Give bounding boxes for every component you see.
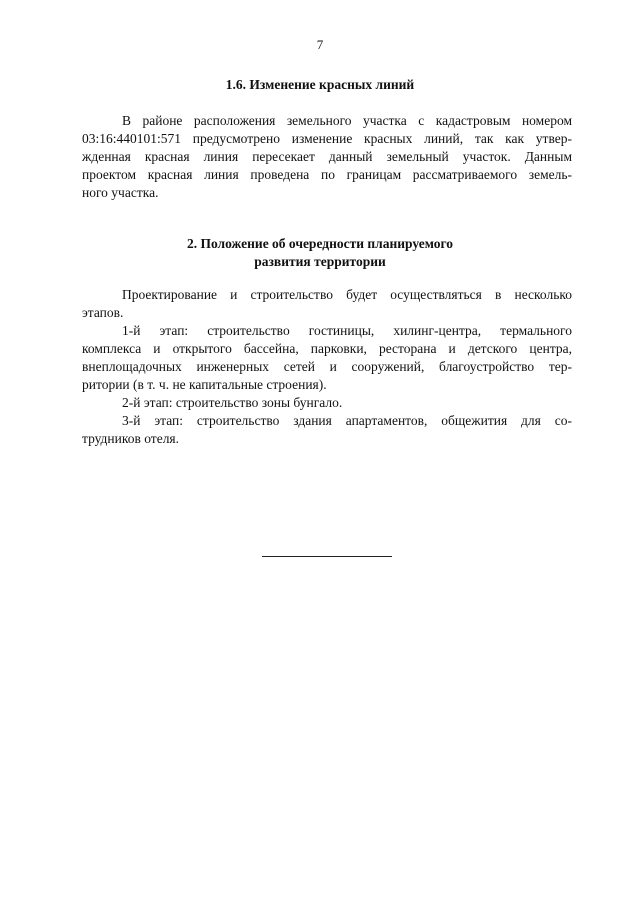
end-separator-line bbox=[262, 556, 392, 557]
section-1-title bbox=[0, 76, 640, 94]
section-2-title bbox=[0, 235, 640, 271]
paragraph-line: проектом красная линия проведена по границам рассматриваемого земель- bbox=[82, 167, 572, 182]
paragraph-line: этапов. bbox=[82, 305, 124, 320]
page-number: 7 bbox=[316, 37, 324, 52]
paragraph-line: ного участка. bbox=[82, 185, 159, 200]
paragraph-line: 03:16:440101:571 предусмотрено изменение красных линий, так как утвер- bbox=[82, 131, 572, 146]
section-1-paragraph bbox=[82, 112, 572, 202]
paragraph-line: жденная красная линия пересекает данный земельный участок. Данным bbox=[82, 149, 572, 164]
section-2-paragraphs bbox=[82, 286, 572, 448]
section-2-title-line-1: 2. Положение об очередности планируемого bbox=[186, 236, 454, 251]
paragraph-line: 3-й этап: строительство здания апартаментов, общежития для со- bbox=[122, 413, 572, 428]
section-1-title-text: 1.6. Изменение красных линий bbox=[225, 77, 415, 92]
paragraph-line: ритории (в т. ч. не капитальные строения). bbox=[82, 377, 327, 392]
paragraph-line: В районе расположения земельного участка с кадастровым номером bbox=[122, 113, 572, 128]
paragraph-line: комплекса и открытого бассейна, парковки, ресторана и детского центра, bbox=[82, 341, 572, 356]
section-2-title-line-2: развития территории bbox=[254, 254, 386, 269]
paragraph-line: 1-й этап: строительство гостиницы, хилинг-центра, термального bbox=[122, 323, 572, 338]
paragraph-line: внеплощадочных инженерных сетей и сооружений, благоустройство тер- bbox=[82, 359, 572, 374]
paragraph-line: Проектирование и строительство будет осуществляться в несколько bbox=[122, 287, 572, 302]
paragraph-line: трудников отеля. bbox=[82, 431, 180, 446]
paragraph-line: 2-й этап: строительство зоны бунгало. bbox=[122, 395, 343, 410]
